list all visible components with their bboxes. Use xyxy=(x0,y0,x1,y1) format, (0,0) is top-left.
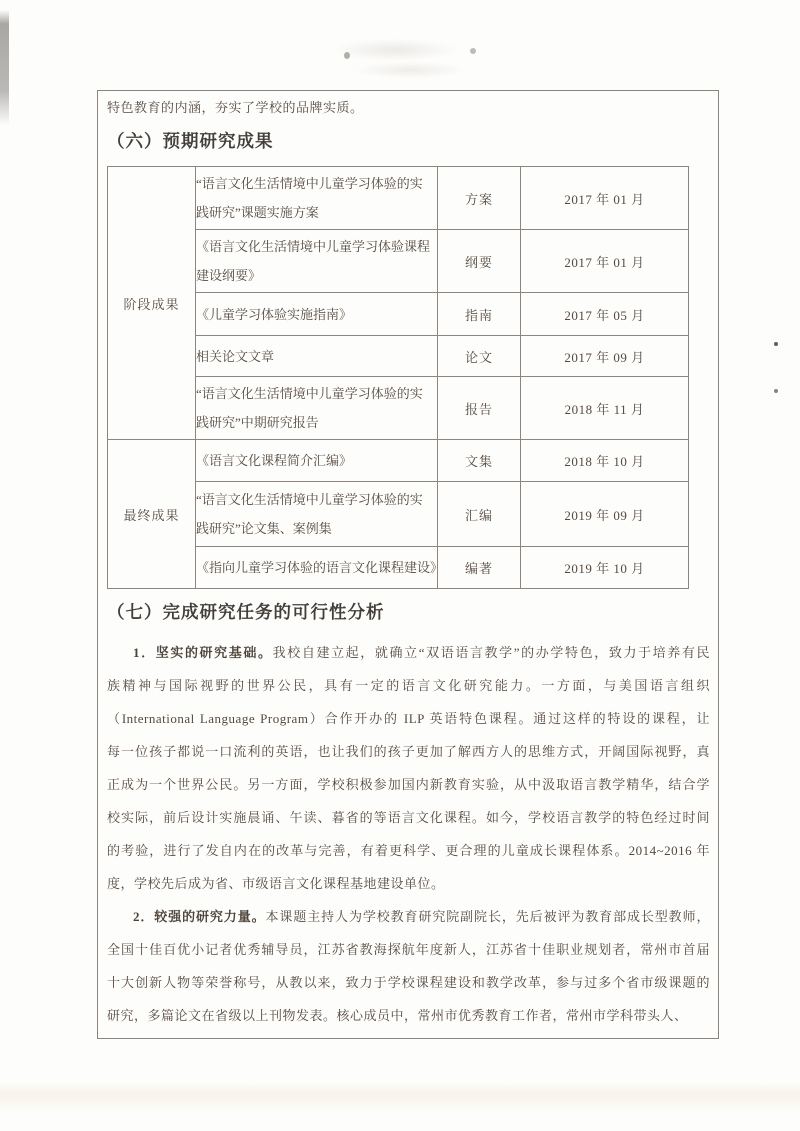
result-date: 2017 年 09 月 xyxy=(521,336,689,377)
section7-heading: （七）完成研究任务的可行性分析 xyxy=(107,602,385,622)
result-type: 论文 xyxy=(438,336,521,377)
paragraph-line: 族精神与国际视野的世界公民，具有一定的语言文化研究能力。一方面，与美国语言组织 xyxy=(107,678,710,693)
scan-edge-shadow xyxy=(0,10,9,125)
table-row xyxy=(108,482,689,547)
section6-heading: （六）预期研究成果 xyxy=(107,131,274,151)
paragraph-text: 我校自建立起，就确立“双语语言教学”的办学特色，致力于培养有民 xyxy=(272,645,710,660)
result-type: 报告 xyxy=(438,377,521,440)
result-date: 2018 年 10 月 xyxy=(521,440,689,482)
result-date: 2019 年 09 月 xyxy=(521,482,689,547)
feasibility-analysis xyxy=(107,636,710,1032)
result-date: 2018 年 11 月 xyxy=(521,377,689,440)
scan-speck xyxy=(774,342,778,346)
result-title: 《儿童学习体验实施指南》 xyxy=(196,293,438,336)
scan-smudge-mark xyxy=(300,28,520,86)
intro-text: 特色教育的内涵，夯实了学校的品牌实质。 xyxy=(107,100,364,115)
result-title: 相关论文文章 xyxy=(196,336,438,377)
result-date: 2017 年 01 月 xyxy=(521,167,689,230)
result-date: 2019 年 10 月 xyxy=(521,547,689,589)
result-type: 文集 xyxy=(438,440,521,482)
paragraph-line: 的考验，进行了发自内在的改革与完善，有着更科学、更合理的儿童成长课程体系。2014~2016 年 xyxy=(107,843,710,858)
result-title: 《语言文化生活情境中儿童学习体验课程 建设纲要》 xyxy=(196,230,438,293)
result-title: 《语言文化课程简介汇编》 xyxy=(196,440,438,482)
paragraph-lead: 1．坚实的研究基础。 xyxy=(133,645,273,660)
scan-ink-dot xyxy=(470,48,476,54)
paragraph-line xyxy=(107,900,710,933)
table-row xyxy=(108,167,689,230)
result-title: “语言文化生活情境中儿童学习体验的实 践研究”论文集、案例集 xyxy=(196,482,438,547)
result-title: “语言文化生活情境中儿童学习体验的实 践研究”中期研究报告 xyxy=(196,377,438,440)
expected-results-table xyxy=(107,166,689,589)
result-title: “语言文化生活情境中儿童学习体验的实 践研究”课题实施方案 xyxy=(196,167,438,230)
paragraph-lead: 2．较强的研究力量。 xyxy=(133,909,266,924)
paragraph-line: 校实际，前后设计实施晨诵、午读、暮省的等语言文化课程。如今，学校语言教学的特色经过时间 xyxy=(107,810,710,825)
result-date: 2017 年 01 月 xyxy=(521,230,689,293)
table-row xyxy=(108,336,689,377)
group-label-final: 最终成果 xyxy=(108,440,196,589)
paragraph-line: 正成为一个世界公民。另一方面，学校积极参加国内新教育实验，从中汲取语言教学精华，结合学 xyxy=(107,777,710,792)
result-type: 编著 xyxy=(438,547,521,589)
paragraph-text: 本课题主持人为学校教育研究院副院长，先后被评为教育部成长型教师， xyxy=(265,909,710,924)
scan-ink-dot xyxy=(344,52,350,59)
table-row xyxy=(108,377,689,440)
group-label-stage: 阶段成果 xyxy=(108,167,196,440)
paragraph-line: 每一位孩子都说一口流利的英语，也让我们的孩子更加了解西方人的思维方式，开阔国际视野，真 xyxy=(107,744,710,759)
document-frame xyxy=(97,90,719,1039)
result-date: 2017 年 05 月 xyxy=(521,293,689,336)
result-type: 汇编 xyxy=(438,482,521,547)
result-type: 方案 xyxy=(438,167,521,230)
result-title: 《指向儿童学习体验的语言文化课程建设》 xyxy=(196,547,438,589)
table-row xyxy=(108,230,689,293)
paragraph-line: 十大创新人物等荣誉称号，从教以来，致力于学校课程建设和教学改革，参与过多个省市级课题的 xyxy=(107,975,710,990)
paragraph-line: （International Language Program）合作开办的 ILP 英语特色课程。通过这样的特设的课程，让 xyxy=(107,711,710,726)
paragraph-line xyxy=(107,636,710,669)
table-row xyxy=(108,547,689,589)
result-type: 纲要 xyxy=(438,230,521,293)
paragraph-line: 研究，多篇论文在省级以上刊物发表。核心成员中，常州市优秀教育工作者，常州市学科带头人、 xyxy=(107,1008,688,1023)
paragraph-line: 全国十佳百优小记者优秀辅导员，江苏省教海探航年度新人，江苏省十佳职业规划者，常州市首届 xyxy=(107,942,710,957)
scan-speck xyxy=(774,389,778,393)
table-row xyxy=(108,293,689,336)
scan-bottom-tint xyxy=(0,1082,800,1112)
table-row xyxy=(108,440,689,482)
paragraph-line: 度，学校先后成为省、市级语言文化课程基地建设单位。 xyxy=(107,876,445,891)
result-type: 指南 xyxy=(438,293,521,336)
